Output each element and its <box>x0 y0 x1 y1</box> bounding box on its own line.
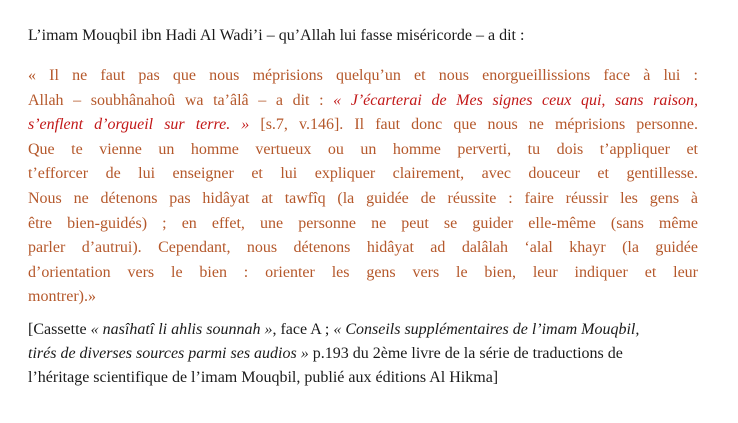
verse-text-2: s’enflent d’orgueil sur terre. » <box>28 116 250 134</box>
intro-line: L’imam Mouqbil ibn Hadi Al Wadi’i – qu’Allah lui fasse miséricorde – a dit : <box>28 27 525 44</box>
quote-line-9: d’orientation vers le bien : orienter les gens vers le bien, leur indiquer et leur <box>28 263 698 281</box>
quote-line-5: t’efforcer de lui enseigner et lui expliquer clairement, avec douceur et gentillesse. <box>28 165 698 183</box>
quote-line-6: Nous ne détenons pas hidâyat at tawfîq (la guidée de réussite : faire réussir les gens à <box>28 189 698 207</box>
source-line-2 <box>28 342 698 366</box>
quote-line-1: « Il ne faut pas que nous méprisions quelqu’un et nous enorgueillissions face à lui : <box>28 67 698 84</box>
source-page-info: p.193 du 2ème livre de la série de traductions de <box>308 345 623 362</box>
source-line-3: l’héritage scientifique de l’imam Mouqbil, publié aux éditions Al Hikma] <box>28 369 499 386</box>
quote-paragraph <box>28 64 698 310</box>
quote-line-10: montrer).» <box>28 288 96 306</box>
quote-line-8: parler d’autrui). Cependant, nous détenons hidâyat ad dalâlah ‘alal khayr (la guidée <box>28 239 698 257</box>
quote-line-2-text: Allah – soubhânahoû wa ta’âlâ – a dit : <box>28 91 334 109</box>
source-line-1 <box>28 318 698 342</box>
quote-line-3 <box>28 113 698 138</box>
verse-text-1: « J’écarterai de Mes signes ceux qui, sans raison, <box>333 91 699 109</box>
quote-line-2 <box>28 89 698 114</box>
book-title-part-2: tirés de diverses sources parmi ses audios » <box>28 345 309 362</box>
cassette-title: « nasîhatî li ahlis sounnah » <box>90 321 273 338</box>
quote-line-4: Que te vienne un homme vertueux ou un homme perverti, tu dois t’appliquer et <box>28 140 698 158</box>
quote-line-7: être bien-guidés) ; en effet, une personne ne peut se guider elle-même (sans même <box>28 214 698 232</box>
verse-reference: [s.7, v.146]. Il faut donc que nous ne méprisions personne. <box>249 116 698 134</box>
source-citation <box>28 318 698 390</box>
book-title-part-1: « Conseils supplémentaires de l’imam Mouqbil, <box>333 321 640 338</box>
source-side: , face A ; <box>272 321 334 338</box>
source-prefix: [Cassette <box>28 321 91 338</box>
